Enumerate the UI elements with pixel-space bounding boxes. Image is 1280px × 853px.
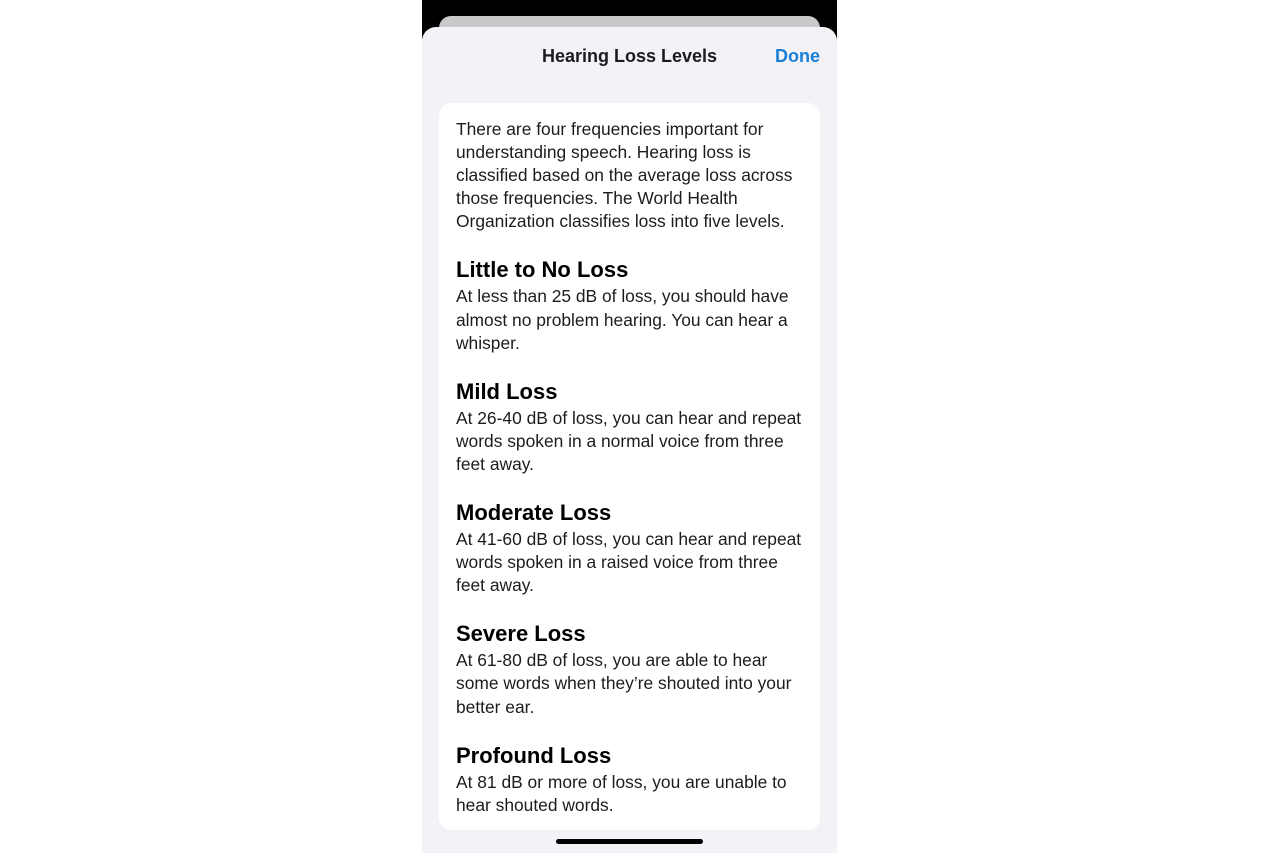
level-description: At 61-80 dB of loss, you are able to hear some words when they’re shouted into your better ear. (456, 650, 792, 717)
level-description: At 41-60 dB of loss, you can hear and repeat words spoken in a raised voice from three feet away. (456, 529, 802, 596)
level-section (456, 741, 806, 817)
page-title: Hearing Loss Levels (541, 46, 718, 66)
level-section (456, 377, 806, 476)
content-card (439, 103, 820, 830)
phone-screen (422, 0, 837, 853)
done-button[interactable]: Done (775, 46, 820, 66)
level-section (456, 619, 806, 718)
level-title: Moderate Loss (456, 500, 612, 526)
intro-text: There are four frequencies important for understanding speech. Hearing loss is classified based on the average loss across those frequencies. The World Health Organization classifies loss into five levels. (456, 119, 793, 232)
level-description: At less than 25 dB of loss, you should have almost no problem hearing. You can hear a whisper. (456, 286, 789, 353)
home-indicator[interactable] (556, 839, 703, 844)
level-description: At 26-40 dB of loss, you can hear and repeat words spoken in a normal voice from three feet away. (456, 407, 802, 474)
level-title: Severe Loss (456, 621, 586, 647)
level-section (456, 498, 806, 597)
level-title: Mild Loss (456, 378, 558, 404)
modal-sheet (422, 27, 837, 853)
level-title: Little to No Loss (456, 257, 629, 283)
level-section (456, 255, 806, 354)
level-title: Profound Loss (456, 742, 612, 768)
level-description: At 81 dB or more of loss, you are unable to hear shouted words. (456, 771, 787, 815)
